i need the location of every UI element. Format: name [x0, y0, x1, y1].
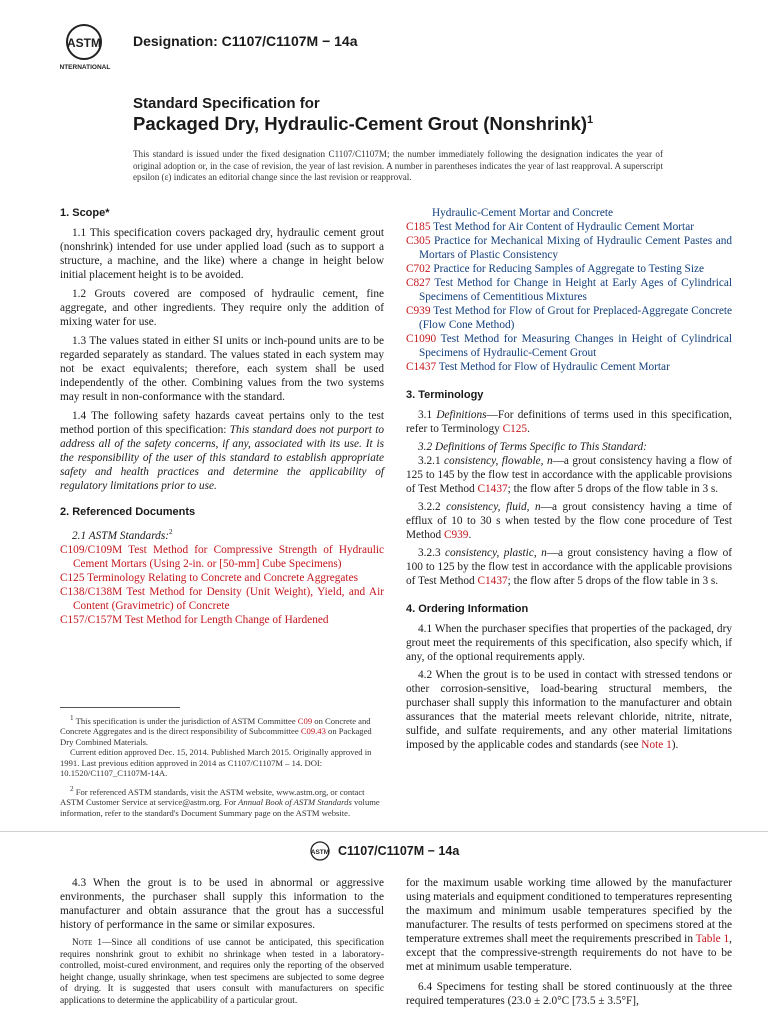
page-break: [0, 831, 768, 832]
svg-text:INTERNATIONAL: INTERNATIONAL: [60, 64, 111, 71]
link-c939[interactable]: C939: [443, 529, 469, 541]
ref-c125[interactable]: C125 Terminology Relating to Concrete and Concrete Aggregates: [60, 571, 358, 584]
order-4-2: 4.2 When the grout is to be used in contact with stressed tendons or other corrosion-sensitive, load-bearing structural members, the purchaser shall supply this information to the manufacturer and obtain assurances that the material meets relevant chloride, nitrite, nitrate, sulfide, and sulfate requirements, and any other material limitations imposed by the applicable codes and standards (see Note 1).: [406, 669, 732, 751]
link-note-1[interactable]: Note 1: [641, 739, 672, 751]
issue-note: This standard is issued under the fixed designation C1107/C1107M; the number immediately following the designation indicates the year of original adoption or, in the case of revision, the year of last revision. A number in parentheses indicates the year of last reapproval. A superscript epsilon (ε) indicates an editorial change since the last revision or reapproval.: [133, 149, 663, 182]
svg-text:ASTM: ASTM: [67, 36, 101, 50]
link-table-1[interactable]: Table 1: [695, 933, 730, 945]
title-line-1: Standard Specification for: [133, 95, 320, 112]
ref-c1090[interactable]: C1090 Test Method for Measuring Changes in Height of Cylindrical Specimens of Hydraulic-Cement Grout: [406, 333, 733, 359]
footnotes: [60, 713, 384, 818]
ref-c827[interactable]: C827 Test Method for Change in Height at Early Ages of Cylindrical Specimens of Cementitious Mixtures: [406, 277, 732, 303]
link-c1437[interactable]: C1437: [477, 483, 508, 495]
referenced-heading: 2. Referenced Documents: [60, 506, 196, 518]
term-3-2: 3.2 Definitions of Terms Specific to This Standard:: [418, 441, 647, 453]
terminology-heading: 3. Terminology: [406, 389, 484, 401]
scope-1-3: 1.3 The values stated in either SI units or inch-pound units are to be regarded separately as standard. The values stated in each system may not be exact equivalents; therefore, each system shall be used independently of the other. Combining values from the two systems may result in non-conformance with the standard.: [60, 335, 384, 403]
ref-c305[interactable]: C305 Practice for Mechanical Mixing of Hydraulic Cement Pastes and Mortars of Plastic Consistency: [406, 235, 732, 261]
footnote-1-edition: Current edition approved Dec. 15, 2014. Published March 2015. Originally approved in 1991. Last previous edition approved in 2014 as C1107/C1107M – 14. DOI: 10.1520/C1107_C1107M-14A.: [60, 747, 372, 779]
svg-text:ASTM: ASTM: [310, 849, 330, 856]
astm-small-logo: [308, 840, 332, 862]
astm-standards-sub: 2.1 ASTM Standards:$^2$: [72, 528, 173, 542]
scope-1-1: 1.1 This specification covers packaged dry, hydraulic cement grout (nonshrink) intended for use under applied load (such as to support a structure, a machine, and the like) where a change in height below initial placement height is to be avoided.: [60, 227, 384, 281]
left-column: [60, 206, 384, 627]
term-3-2-1: 3.2.1 consistency, flowable, n—a grout consistency having a flow of 125 to 145 by the flow test in accordance with the applicable provisions of Test Method C1437; the flow after 5 drops of the flow table in 3 s.: [406, 455, 732, 495]
ref-c157-cont: Hydraulic-Cement Mortar and Concrete: [432, 207, 613, 219]
order-4-1: 4.1 When the purchaser specifies that properties of the packaged, dry grout meet the requirements of this specification, also specify which, if any, of the optional requirements apply.: [406, 623, 732, 663]
link-c1437-b[interactable]: C1437: [477, 575, 508, 587]
scope-heading: 1. Scope*: [60, 207, 110, 219]
link-c0943[interactable]: C09.43: [300, 726, 326, 737]
footnote-1: $^1$ This specification is under the jurisdiction of ASTM Committee C09 on Concrete and Concrete Aggregates and is the direct responsibility of Subcommittee C09.43 on Packaged Dry Combined Materials.: [60, 714, 372, 747]
ref-c138[interactable]: C138/C138M Test Method for Density (Unit Weight), Yield, and Air Content (Gravimetric) of Concrete: [60, 585, 384, 612]
link-c09[interactable]: C09: [297, 715, 313, 726]
term-3-1: 3.1 Definitions—For definitions of terms used in this specification, refer to Terminology C125.: [406, 409, 732, 435]
footnote-divider: [60, 707, 180, 708]
designation: Designation: C1107/C1107M − 14a: [133, 33, 358, 49]
section-6-4: 6.4 Specimens for testing shall be stored continuously at the three required temperatures (23.0 ± 2.0°C [73.5 ± 3.5°F],: [406, 981, 732, 1007]
storage-text: for the maximum usable working time allowed by the manufacturer using materials and equipment conditioned to temperatures representing the maximum and minimum usable temperatures specified by the manufacturer. The results of tests performed on specimens stored at the temperature extremes shall meet the requirements prescribed in Table 1, except that the compressive-strength requirements do not have to be met at minimum usable temperature.: [406, 877, 732, 973]
term-3-2-3: 3.2.3 consistency, plastic, n—a grout consistency having a flow of 100 to 125 by the flow test in accordance with the applicable provisions of Test Method C1437; the flow after 5 drops of the flow table in 3 s.: [406, 547, 732, 587]
ref-c157[interactable]: C157/C157M Test Method for Length Change of Hardened: [60, 613, 329, 626]
ref-c939[interactable]: C939 Test Method for Flow of Grout for Preplaced-Aggregate Concrete (Flow Cone Method): [406, 305, 733, 331]
scope-1-4: 1.4 The following safety hazards caveat pertains only to the test method portion of this specification: This standard does not purport to address all of the safety concerns, if any, associated with its use. It is the responsibility of the user of this standard to establish appropriate safety and health practices and determine the applicability of regulatory limitations prior to use.: [60, 410, 384, 492]
astm-logo: [60, 20, 118, 72]
link-c125[interactable]: C125: [502, 423, 528, 435]
right-column: [406, 206, 732, 752]
term-3-2-2: 3.2.2 consistency, fluid, n—a grout consistency having a time of efflux of 10 to 30 s when tested by the flow cone procedure of Test Method C939.: [406, 501, 733, 541]
title-line-2: Packaged Dry, Hydraulic-Cement Grout (Nonshrink)$^1$: [133, 113, 594, 134]
note-1: Note 1—Since all conditions of use cannot be anticipated, this specification requires nonshrink grout to exhibit no shrinkage when tested in a laboratory-controlled, moist-cured environment, and requires only the reporting of the observed height change, usually shrinkage, when test specimens are subjected to some degree of drying. It is suggested that users consult with manufacturers on specific applications to determine the applicability of a particular grout.: [60, 938, 384, 1006]
page2-left-column: [60, 876, 384, 1007]
page2-right-column: [406, 876, 732, 1008]
ref-c109[interactable]: C109/C109M Test Method for Compressive Strength of Hydraulic Cement Mortars (Using 2-in. or [50-mm] Cube Specimens): [60, 543, 384, 570]
order-4-3: 4.3 When the grout is to be used in abnormal or aggressive environments, the purchaser shall supply this information to the manufacturer and obtain assurance that the grout has a successful history of performance in the same or similar exposures.: [60, 877, 384, 931]
ordering-heading: 4. Ordering Information: [406, 603, 529, 615]
ref-c185[interactable]: C185 Test Method for Air Content of Hydraulic Cement Mortar: [406, 221, 694, 233]
footnote-2: $^2$ For referenced ASTM standards, visit the ASTM website, www.astm.org, or contact ASTM Customer Service at service@astm.org. For Annual Book of ASTM Standards volume information, refer to the standard's Document Summary page on the ASTM website.: [60, 784, 380, 818]
ref-c702[interactable]: C702 Practice for Reducing Samples of Aggregate to Testing Size: [406, 263, 704, 275]
ref-c1437[interactable]: C1437 Test Method for Flow of Hydraulic Cement Mortar: [406, 361, 670, 373]
scope-1-2: 1.2 Grouts covered are composed of hydraulic cement, fine aggregate, and other ingredients. They require only the addition of mixing water for use.: [60, 288, 384, 328]
page2-header: C1107/C1107M − 14a: [338, 844, 460, 858]
